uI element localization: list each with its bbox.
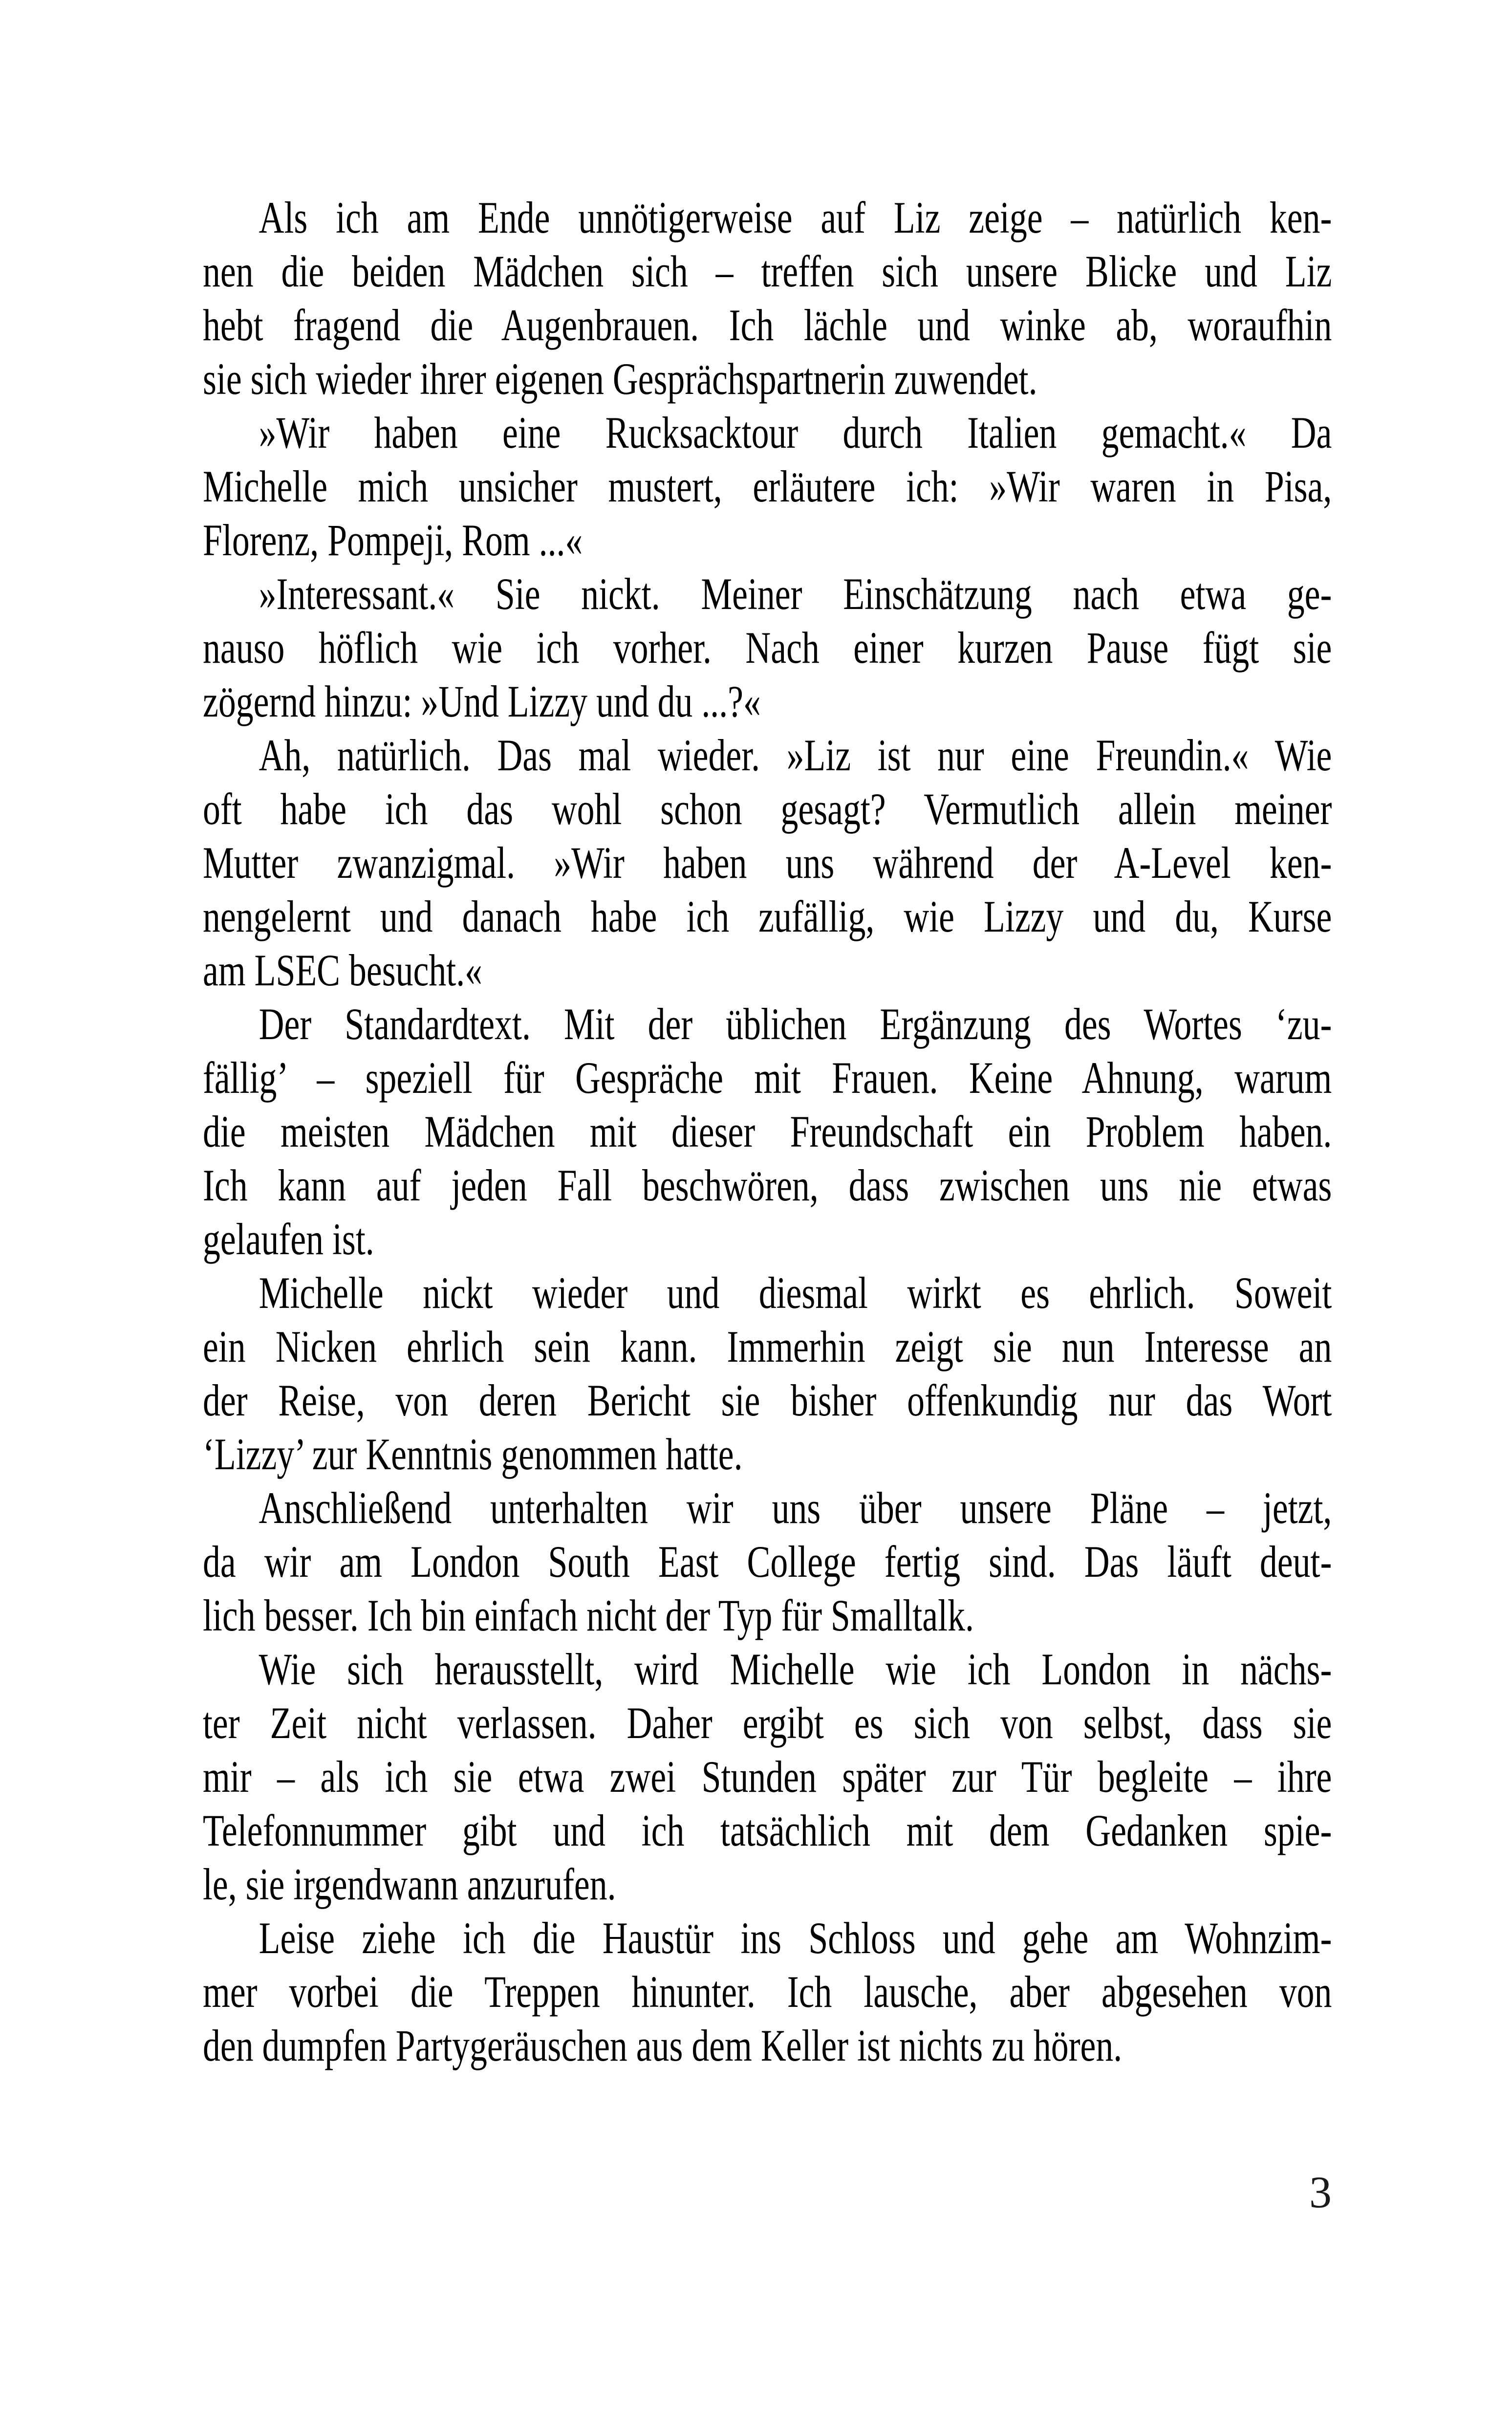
text-line: Wie sich herausstellt, wird Michelle wie ich London in nächs- — [259, 1644, 1332, 1694]
text-line: Mutter zwanzigmal. »Wir haben uns während der A-Level ken- — [203, 838, 1332, 888]
text-line: Telefonnummer gibt und ich tatsächlich mit dem Gedanken spie- — [203, 1805, 1332, 1855]
text-line: le, sie irgendwann anzurufen. — [203, 1859, 616, 1909]
text-line: lich besser. Ich bin einfach nicht der Typ für Smalltalk. — [203, 1590, 974, 1640]
text-line: mir – als ich sie etwa zwei Stunden später zur Tür begleite – ihre — [203, 1752, 1332, 1802]
paragraph — [203, 567, 1332, 728]
text-line: ein Nicken ehrlich sein kann. Immerhin zeigt sie nun Interesse an — [203, 1322, 1332, 1371]
paragraph — [203, 406, 1332, 567]
text-line: der Reise, von deren Bericht sie bisher offenkundig nur das Wort — [203, 1375, 1332, 1425]
paragraph — [203, 1911, 1332, 2072]
text-line: hebt fragend die Augenbrauen. Ich lächle und winke ab, woraufhin — [203, 300, 1332, 350]
text-line: Michelle mich unsicher mustert, erläutere ich: »Wir waren in Pisa, — [203, 461, 1332, 511]
text-line: oft habe ich das wohl schon gesagt? Vermutlich allein meiner — [203, 784, 1332, 834]
text-line: Anschließend unterhalten wir uns über unsere Pläne – jetzt, — [259, 1483, 1332, 1533]
text-line: Ich kann auf jeden Fall beschwören, dass zwischen uns nie etwas — [203, 1160, 1332, 1210]
paragraph — [203, 1481, 1332, 1642]
text-line: nen die beiden Mädchen sich – treffen sich unsere Blicke und Liz — [203, 246, 1332, 296]
text-line: den dumpfen Partygeräuschen aus dem Keller ist nichts zu hören. — [203, 2021, 1123, 2070]
text-line: am LSEC besucht.« — [203, 945, 483, 995]
text-line: zögernd hinzu: »Und Lizzy und du ...?« — [203, 676, 761, 726]
text-line: mer vorbei die Treppen hinunter. Ich lausche, aber abgesehen von — [203, 1967, 1332, 2017]
text-line: Der Standardtext. Mit der üblichen Ergänzung des Wortes ‘zu- — [259, 999, 1332, 1049]
text-line: »Interessant.« Sie nickt. Meiner Einschätzung nach etwa ge- — [259, 569, 1332, 619]
text-line: »Wir haben eine Rucksacktour durch Italien gemacht.« Da — [259, 408, 1332, 457]
page-number: 3 — [1309, 2167, 1332, 2217]
text-line: nauso höflich wie ich vorher. Nach einer kurzen Pause fügt sie — [203, 623, 1332, 673]
text-line: ‘Lizzy’ zur Kenntnis genommen hatte. — [203, 1429, 743, 1479]
text-line: nengelernt und danach habe ich zufällig, wie Lizzy und du, Kurse — [203, 892, 1332, 941]
paragraph — [203, 997, 1332, 1266]
text-line: da wir am London South East College fertig sind. Das läuft deut- — [203, 1537, 1332, 1587]
text-line: ter Zeit nicht verlassen. Daher ergibt es sich von selbst, dass sie — [203, 1698, 1332, 1748]
body-text — [203, 191, 1332, 2072]
text-line: fällig’ – speziell für Gespräche mit Frauen. Keine Ahnung, warum — [203, 1053, 1332, 1103]
text-line: Florenz, Pompeji, Rom ...« — [203, 515, 583, 565]
paragraph — [203, 191, 1332, 406]
paragraph — [203, 1642, 1332, 1911]
text-line: sie sich wieder ihrer eigenen Gesprächspartnerin zuwendet. — [203, 354, 1037, 404]
text-line: die meisten Mädchen mit dieser Freundschaft ein Problem haben. — [203, 1107, 1332, 1156]
text-line: Als ich am Ende unnötigerweise auf Liz zeige – natürlich ken- — [259, 193, 1332, 242]
text-line: gelaufen ist. — [203, 1214, 374, 1264]
paragraph — [203, 728, 1332, 997]
text-line: Michelle nickt wieder und diesmal wirkt es ehrlich. Soweit — [259, 1268, 1332, 1318]
paragraph — [203, 1266, 1332, 1481]
text-line: Ah, natürlich. Das mal wieder. »Liz ist nur eine Freundin.« Wie — [259, 730, 1332, 780]
text-line: Leise ziehe ich die Haustür ins Schloss und gehe am Wohnzim- — [259, 1913, 1332, 1963]
